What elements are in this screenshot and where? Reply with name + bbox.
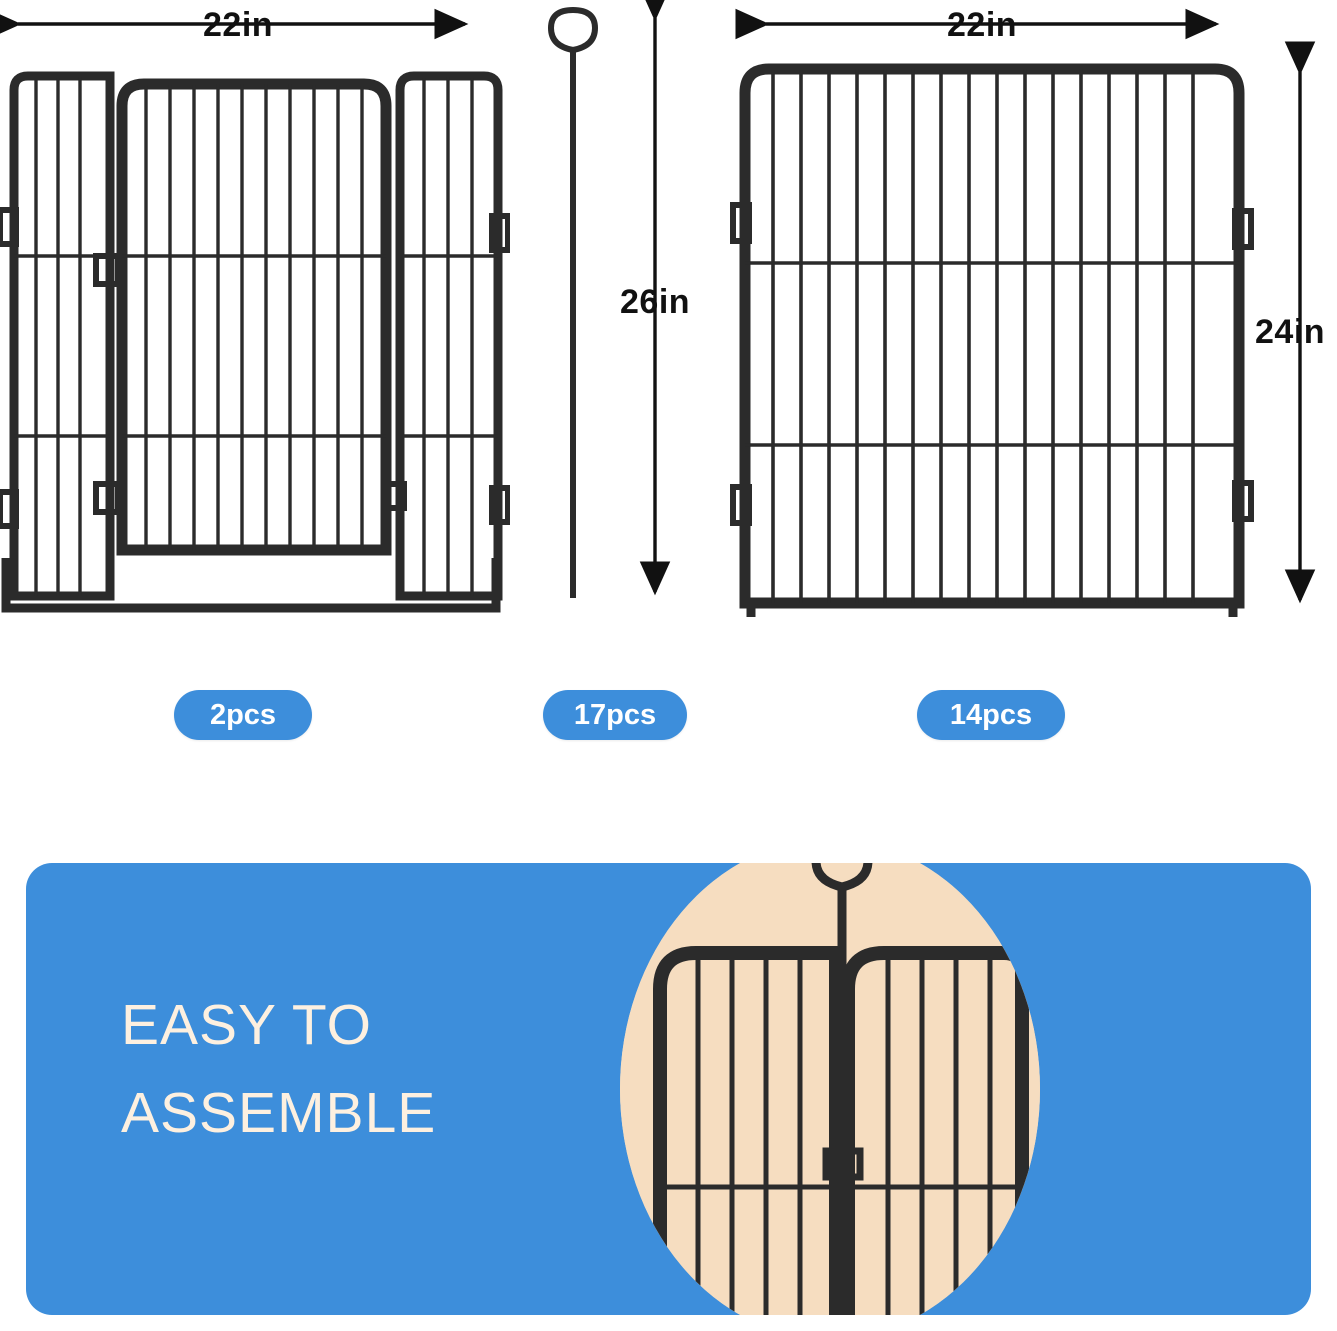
dimension-label-panel-height: 24in (1255, 313, 1326, 351)
badge-gate-panel-pieces: 2pcs (174, 690, 312, 740)
dimension-label-stake-height: 26in (620, 283, 691, 321)
assembly-closeup-photo (620, 863, 1040, 1315)
ground-stake-illustration (540, 6, 610, 606)
assembly-closeup-illustration (620, 863, 1040, 1315)
gate-panel-illustration (0, 60, 510, 620)
easy-to-assemble-heading (121, 981, 621, 1157)
heading-line-1: EASY TO (121, 993, 372, 1057)
plain-panel-illustration (715, 55, 1275, 620)
easy-to-assemble-panel (26, 863, 1311, 1315)
badge-plain-panel-pieces: 14pcs (917, 690, 1065, 740)
badge-stake-pieces: 17pcs (543, 690, 687, 740)
dimension-label-gate-width: 22in (203, 6, 274, 44)
heading-line-2: ASSEMBLE (121, 1081, 437, 1145)
dimension-label-panel-width: 22in (947, 6, 1018, 44)
